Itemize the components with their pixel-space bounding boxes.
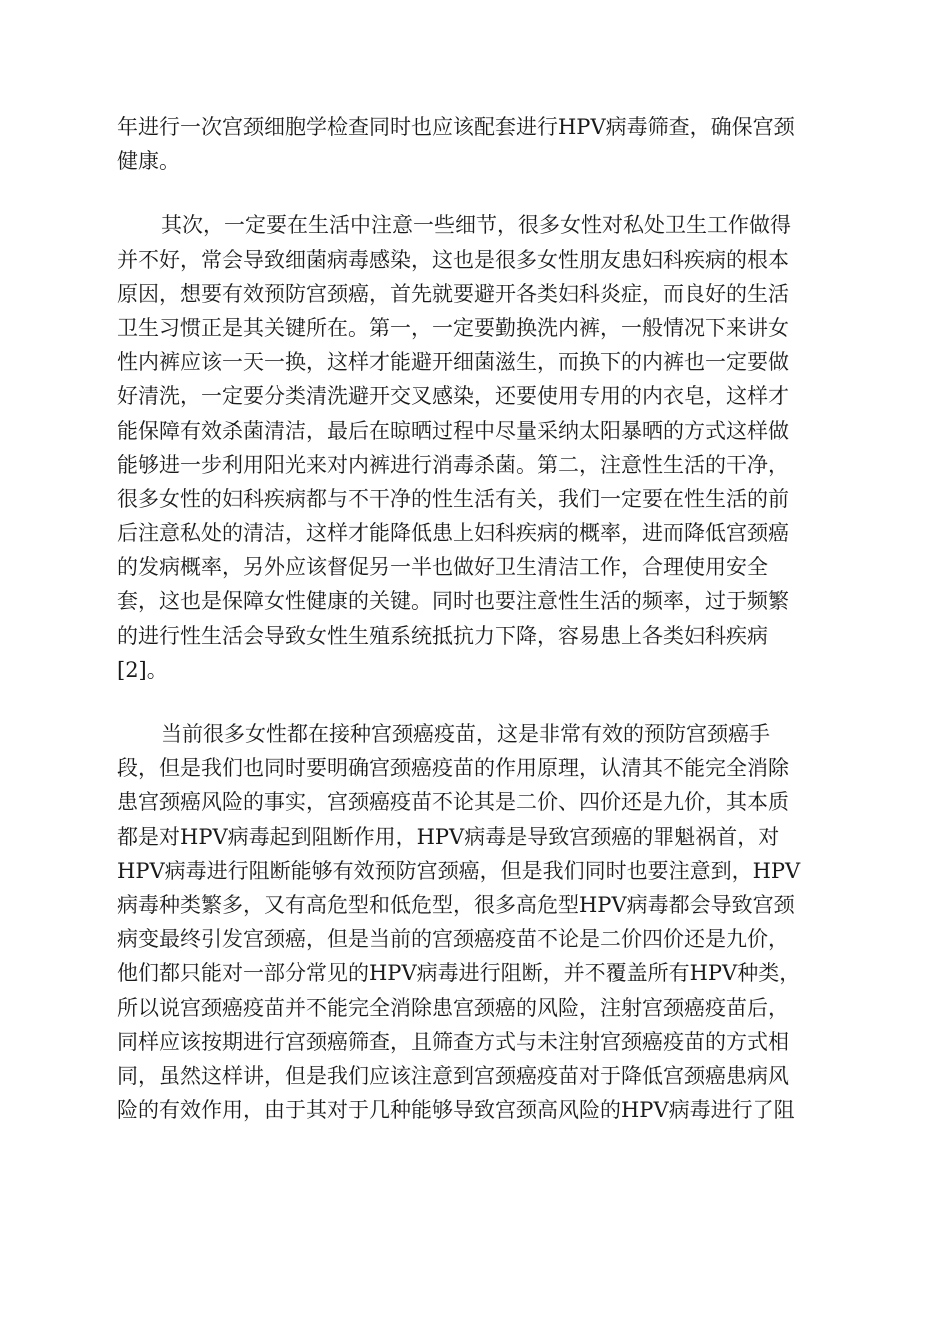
text-line: 能够进一步利用阳光来对内裤进行消毒杀菌。第二，注意性生活的干净， <box>117 452 789 477</box>
paragraph-gap <box>117 178 837 208</box>
paragraph-1 <box>117 110 837 178</box>
text-line: 病毒种类繁多，又有高危型和低危型，很多高危型HPV病毒都会导致宫颈 <box>117 892 795 917</box>
text-line: 能保障有效杀菌清洁，最后在晾晒过程中尽量采纳太阳暴晒的方式这样做 <box>117 418 789 443</box>
paragraph-2 <box>117 208 837 687</box>
text-line: 健康。 <box>117 149 180 174</box>
text-line: 好清洗，一定要分类清洗避开交叉感染，还要使用专用的内衣皂，这样才 <box>117 384 789 409</box>
text-line: 的发病概率，另外应该督促另一半也做好卫生清洁工作，合理使用安全 <box>117 555 768 580</box>
text-line: 很多女性的妇科疾病都与不干净的性生活有关，我们一定要在性生活的前 <box>117 486 789 511</box>
text-line: 病变最终引发宫颈癌，但是当前的宫颈癌疫苗不论是二价四价还是九价， <box>117 927 789 952</box>
text-line: 后注意私处的清洁，这样才能降低患上妇科疾病的概率，进而降低宫颈癌 <box>117 521 789 546</box>
text-line: 年进行一次宫颈细胞学检查同时也应该配套进行HPV病毒筛查，确保宫颈 <box>117 115 795 139</box>
document-body <box>117 110 837 1127</box>
text-line: 段，但是我们也同时要明确宫颈癌疫苗的作用原理，认清其不能完全消除 <box>117 756 789 781</box>
text-line: 原因，想要有效预防宫颈癌，首先就要避开各类妇科炎症，而良好的生活 <box>117 281 789 306</box>
text-line: 所以说宫颈癌疫苗并不能完全消除患宫颈癌的风险，注射宫颈癌疫苗后， <box>117 995 789 1020</box>
text-line: 套，这也是保障女性健康的关键。同时也要注意性生活的频率，过于频繁 <box>117 589 789 614</box>
text-line: [2]。 <box>117 657 168 682</box>
text-line: 同样应该按期进行宫颈癌筛查，且筛查方式与未注射宫颈癌疫苗的方式相 <box>117 1029 789 1054</box>
text-line: 当前很多女性都在接种宫颈癌疫苗，这是非常有效的预防宫颈癌手 <box>161 722 770 746</box>
text-line: 同，虽然这样讲，但是我们应该注意到宫颈癌疫苗对于降低宫颈癌患病风 <box>117 1063 789 1088</box>
text-line: 其次，一定要在生活中注意一些细节，很多女性对私处卫生工作做得 <box>161 213 791 238</box>
text-line: 都是对HPV病毒起到阻断作用，HPV病毒是导致宫颈癌的罪魁祸首，对 <box>117 824 780 849</box>
text-line: HPV病毒进行阻断能够有效预防宫颈癌，但是我们同时也要注意到，HPV <box>117 858 801 883</box>
paragraph-gap <box>117 687 837 717</box>
text-line: 性内裤应该一天一换，这样才能避开细菌滋生，而换下的内裤也一定要做 <box>117 350 789 375</box>
text-line: 他们都只能对一部分常见的HPV病毒进行阻断，并不覆盖所有HPV种类， <box>117 961 801 986</box>
text-line: 卫生习惯正是其关键所在。第一，一定要勤换洗内裤，一般情况下来讲女 <box>117 315 789 340</box>
paragraph-3 <box>117 717 837 1127</box>
text-line: 患宫颈癌风险的事实，宫颈癌疫苗不论其是二价、四价还是九价，其本质 <box>117 790 789 815</box>
text-line: 的进行性生活会导致女性生殖系统抵抗力下降，容易患上各类妇科疾病 <box>117 623 768 648</box>
text-line: 并不好，常会导致细菌病毒感染，这也是很多女性朋友患妇科疾病的根本 <box>117 247 789 272</box>
text-line: 险的有效作用，由于其对于几种能够导致宫颈高风险的HPV病毒进行了阻 <box>117 1098 795 1123</box>
